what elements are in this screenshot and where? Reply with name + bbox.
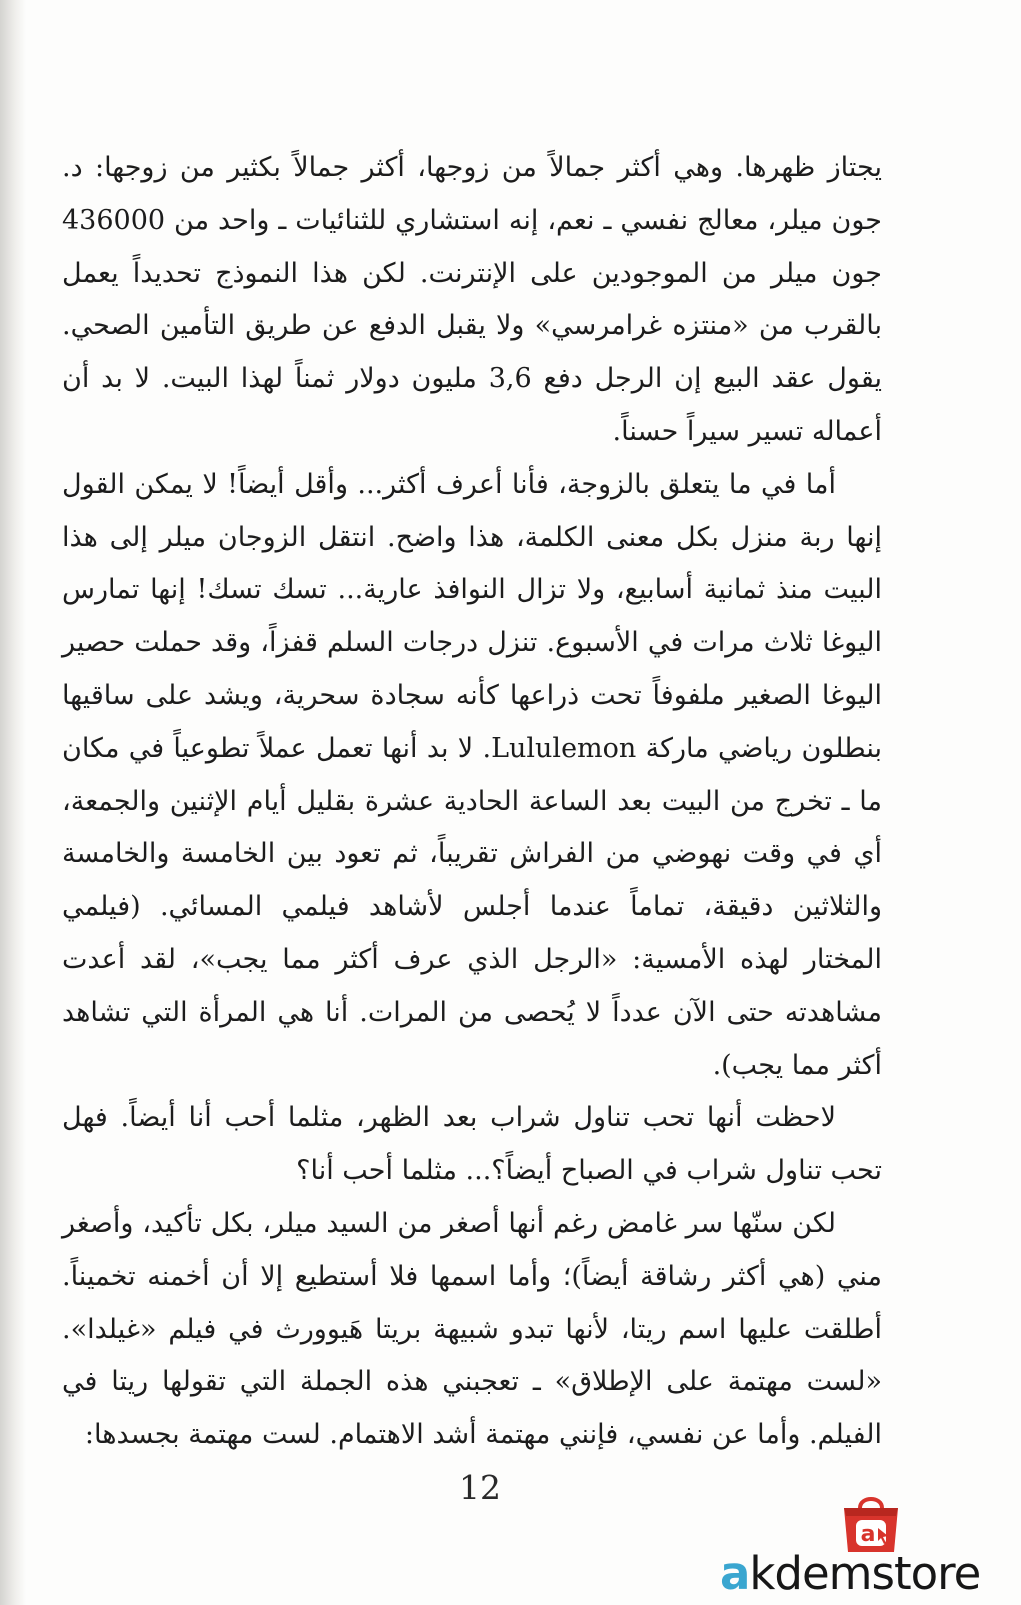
page-number: 12 xyxy=(459,1468,501,1507)
paragraph-2: أما في ما يتعلق بالزوجة، فأنا أعرف أكثر... وأقل أيضاً! لا يمكن القول إنها ربة منزل بكل معنى الكلمة، هذا واضح. انتقل الزوجان ميلر إلى هذا البيت منذ ثمانية أسابيع، ولا تزال النوافذ عارية... تسك تسك! إنها تمارس اليوغا ثلاث مرات في الأسبوع. تنزل درجات السلم قفزاً، وقد حملت حصير اليوغا الصغير ملفوفاً تحت ذراعها كأنه سجادة سحرية، ويشد على ساقيها بنطلون رياضي ماركة Lululemon. لا بد أنها تعمل عملاً تطوعياً في مكان ما ـ تخرج من البيت بعد الساعة الحادية عشرة بقليل أيام الإثنين والجمعة، أي في وقت نهوضي من الفراش تقريباً، ثم تعود بين الخامسة والخامسة والثلاثين دقيقة، تماماً عندما أجلس لأشاهد فيلمي المسائي. (فيلمي المختار لهذه الأمسية: «الرجل الذي عرف أكثر مما يجب»، لقد أعدت مشاهدته حتى الآن عدداً لا يُحصى من المرات. أنا هي المرأة التي تشاهد أكثر مما يجب). xyxy=(62,468,882,1081)
paragraph-3: لاحظت أنها تحب تناول شراب بعد الظهر، مثلما أحب أنا أيضاً. فهل تحب تناول شراب في الصباح أيضاً؟... مثلما أحب أنا؟ xyxy=(62,1102,882,1187)
shopping-bag-icon xyxy=(838,1488,904,1554)
store-name xyxy=(720,1546,980,1602)
page-spine-shadow xyxy=(0,0,26,1605)
svg-text:a: a xyxy=(860,1522,876,1547)
body-text xyxy=(62,142,882,1462)
store-watermark xyxy=(718,1488,1018,1605)
paragraph-4: لكن سنّها سر غامض رغم أنها أصغر من السيد ميلر، بكل تأكيد، وأصغر مني (هي أكثر رشاقة أيضاً)؛ وأما اسمها فلا أستطيع إلا أن أخمنه تخميناً. أطلقت عليها اسم ريتا، لأنها تبدو شبيهة بريتا هَيوورث في فيلم «غيلدا». «لست مهتمة على الإطلاق» ـ تعجبني هذه الجملة التي تقولها ريتا في الفيلم. وأما عن نفسي، فإنني مهتمة أشد الاهتمام. لست مهتمة بجسدها: xyxy=(62,1207,882,1451)
store-name-prefix: a xyxy=(720,1547,750,1600)
store-name-rest: kdemstore xyxy=(749,1547,981,1600)
paragraph-1: يجتاز ظهرها. وهي أكثر جمالاً من زوجها، أكثر جمالاً بكثير من زوجها: د. جون ميلر، معالج نفسي ـ نعم، إنه استشاري للثنائيات ـ واحد من 436000 جون ميلر من الموجودين على الإنترنت. لكن هذا النموذج تحديداً يعمل بالقرب من «منتزه غرامرسي» ولا يقبل الدفع عن طريق التأمين الصحي. يقول عقد البيع إن الرجل دفع 3,6 مليون دولار ثمناً لهذا البيت. لا بد أن أعماله تسير سيراً حسناً. xyxy=(62,152,882,447)
